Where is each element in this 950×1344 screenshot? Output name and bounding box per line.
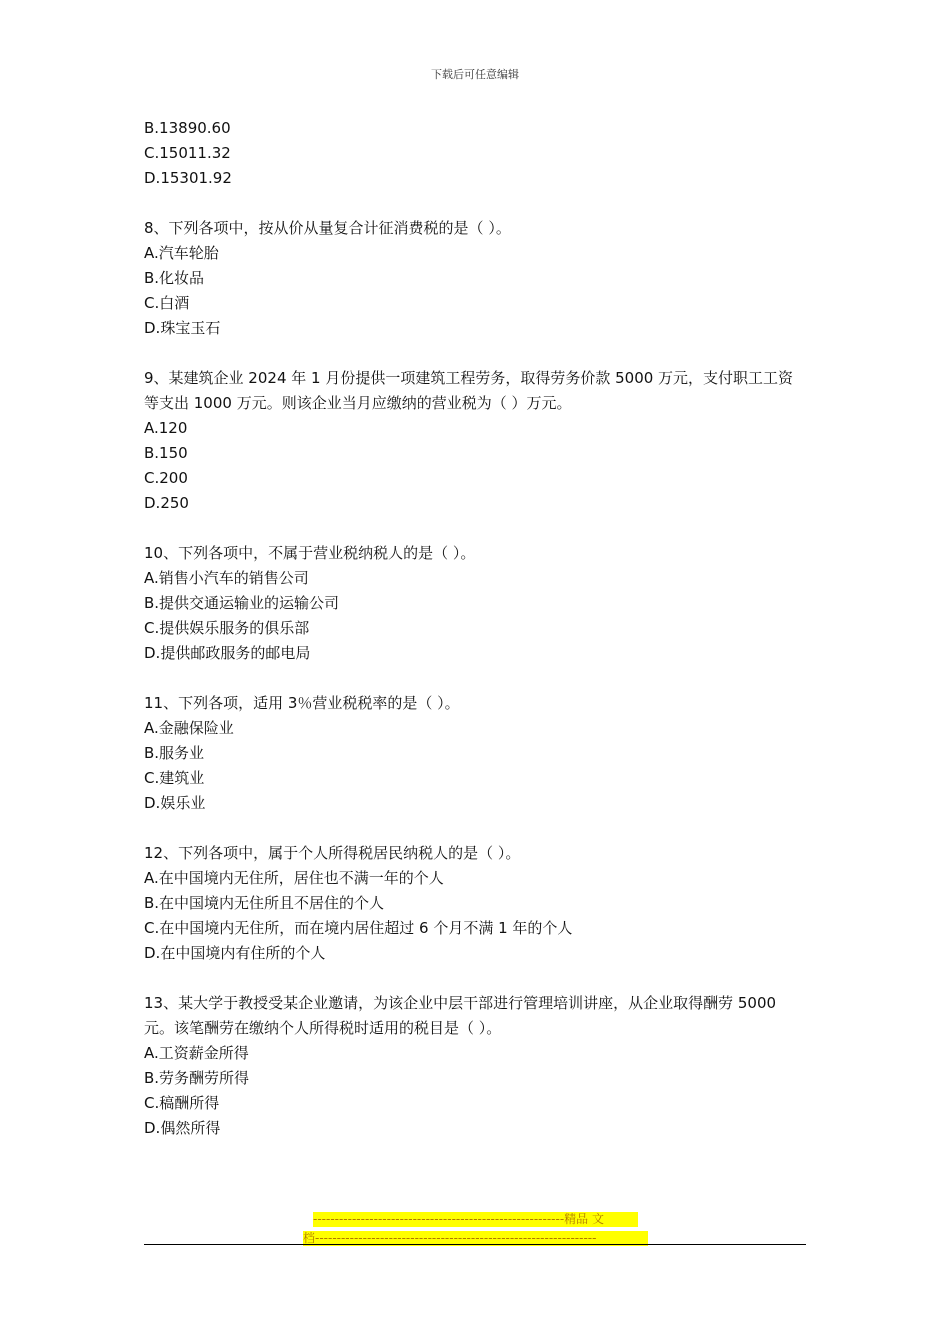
question-stem: 12、下列各项中，属于个人所得税居民纳税人的是（ ）。: [144, 844, 521, 862]
option-c: C.白酒: [144, 294, 190, 312]
question-11: [144, 691, 814, 816]
option-a: A.工资薪金所得: [144, 1044, 249, 1062]
option-a: A.在中国境内无住所，居住也不满一年的个人: [144, 869, 444, 887]
question-8: [144, 216, 814, 341]
option-b: B.化妆品: [144, 269, 205, 287]
footer-line-2: 档-----------------------------------------------------------------: [303, 1231, 648, 1246]
option-d: D.偶然所得: [144, 1119, 221, 1137]
question-stem: 8、下列各项中，按从价从量复合计征消费税的是（ ）。: [144, 219, 511, 237]
option-c: C.建筑业: [144, 769, 205, 787]
question-13: [144, 991, 814, 1141]
option-d: D.250: [144, 494, 189, 512]
footer-divider: [144, 1244, 806, 1245]
footer-line-1: ----------------------------------------------------------精品 文: [313, 1212, 638, 1227]
question-stem: 10、下列各项中，不属于营业税纳税人的是（ ）。: [144, 544, 476, 562]
option-d: D.娱乐业: [144, 794, 206, 812]
question-stem: 11、下列各项，适用 3％营业税税率的是（ ）。: [144, 694, 460, 712]
option-a: A.汽车轮胎: [144, 244, 219, 262]
option-d: D.珠宝玉石: [144, 319, 221, 337]
option-d: D.在中国境内有住所的个人: [144, 944, 326, 962]
option-c: C.15011.32: [144, 144, 231, 162]
document-body: [144, 116, 814, 1141]
option-b: B.服务业: [144, 744, 205, 762]
option-b: B.13890.60: [144, 119, 231, 137]
page-header: 下载后可任意编辑: [431, 68, 519, 81]
question-12: [144, 841, 814, 966]
option-b: B.在中国境内无住所且不居住的个人: [144, 894, 385, 912]
option-a: A.销售小汽车的销售公司: [144, 569, 309, 587]
option-d: D.15301.92: [144, 169, 232, 187]
option-b: B.提供交通运输业的运输公司: [144, 594, 340, 612]
leading-options: [144, 116, 814, 191]
question-stem: 13、某大学于教授受某企业邀请，为该企业中层干部进行管理培训讲座，从企业取得酬劳 5000 元。该笔酬劳在缴纳个人所得税时适用的税目是（ ）。: [144, 994, 777, 1037]
option-b: B.劳务酬劳所得: [144, 1069, 250, 1087]
question-9: [144, 366, 814, 516]
option-d: D.提供邮政服务的邮电局: [144, 644, 311, 662]
question-stem: 9、某建筑企业 2024 年 1 月份提供一项建筑工程劳务，取得劳务价款 5000 万元，支付职工工资等支出 1000 万元。则该企业当月应缴纳的营业税为（ ）万元。: [144, 369, 794, 412]
option-c: C.在中国境内无住所，而在境内居住超过 6 个月不满 1 年的个人: [144, 919, 573, 937]
option-c: C.稿酬所得: [144, 1094, 220, 1112]
option-b: B.150: [144, 444, 188, 462]
option-a: A.金融保险业: [144, 719, 234, 737]
option-a: A.120: [144, 419, 188, 437]
question-10: [144, 541, 814, 666]
option-c: C.提供娱乐服务的俱乐部: [144, 619, 310, 637]
option-c: C.200: [144, 469, 188, 487]
